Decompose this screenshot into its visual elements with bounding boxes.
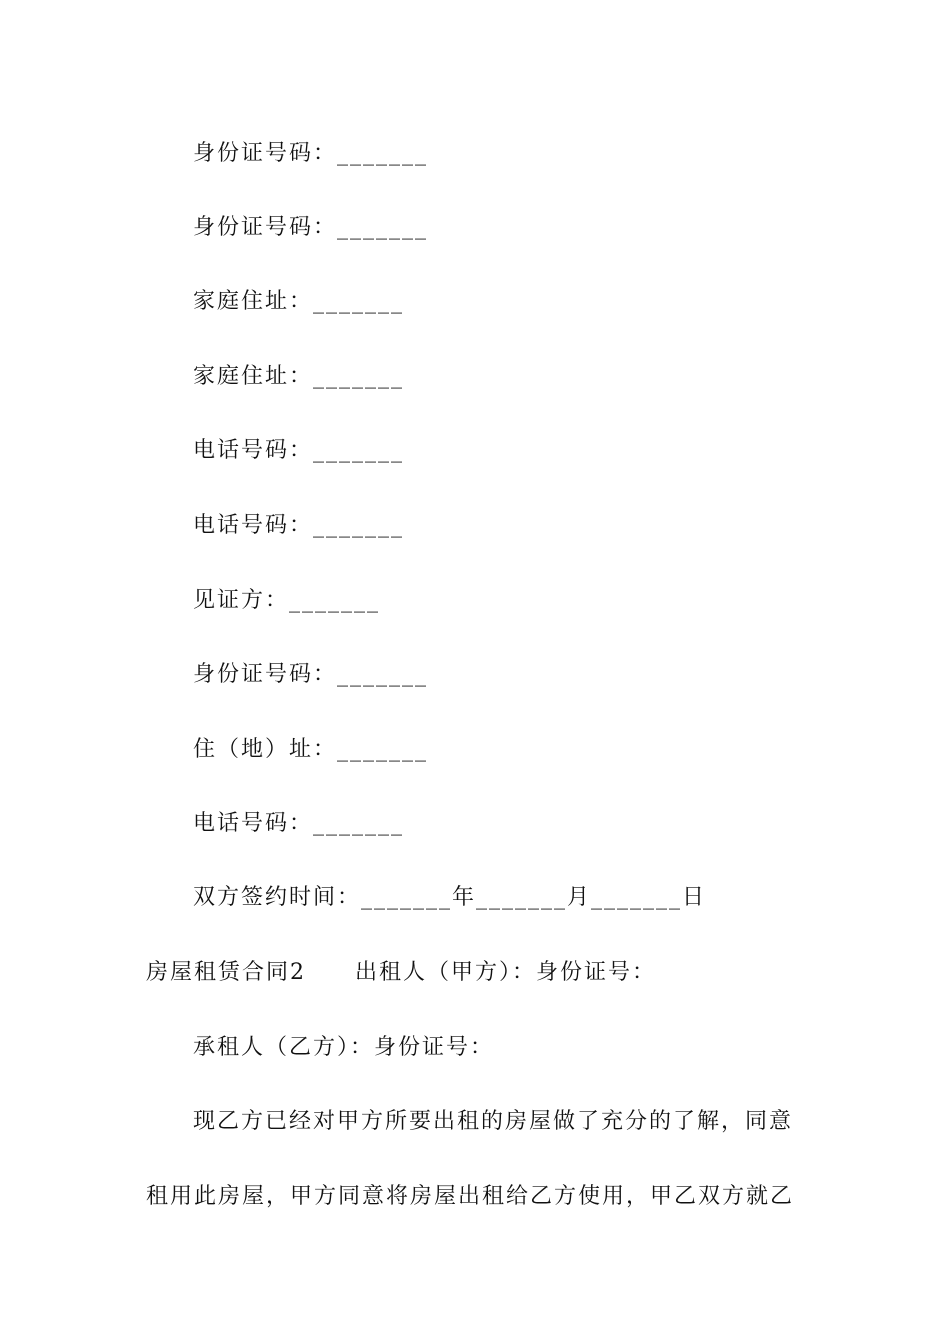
lessee-line: 承租人（乙方）：身份证号： bbox=[193, 1035, 495, 1060]
witness-id-number: 身份证号码：_______ bbox=[193, 662, 429, 687]
witness-b-id-number: 身份证号码：_______ bbox=[193, 215, 429, 240]
home-address-b: 家庭住址：_______ bbox=[193, 364, 405, 389]
witness-address: 住（地）址：_______ bbox=[193, 737, 429, 762]
signing-date: 双方签约时间：_______年_______月_______日 bbox=[193, 885, 707, 910]
phone-number-a: 电话号码：_______ bbox=[193, 438, 405, 463]
home-address-a: 家庭住址：_______ bbox=[193, 289, 405, 314]
lessor-line: 出租人（甲方）：身份证号： bbox=[355, 960, 657, 985]
witness-a-id-number: 身份证号码：_______ bbox=[193, 141, 429, 166]
contract-2-heading: 房屋租赁合同2 bbox=[146, 960, 306, 985]
witness-phone: 电话号码：_______ bbox=[193, 811, 405, 836]
paragraph-line-2: 租用此房屋，甲方同意将房屋出租给乙方使用，甲乙双方就乙 bbox=[146, 1184, 795, 1209]
witness-party: 见证方：_______ bbox=[193, 588, 381, 613]
paragraph-line-1: 现乙方已经对甲方所要出租的房屋做了充分的了解，同意 bbox=[193, 1109, 794, 1134]
phone-number-b: 电话号码：_______ bbox=[193, 513, 405, 538]
